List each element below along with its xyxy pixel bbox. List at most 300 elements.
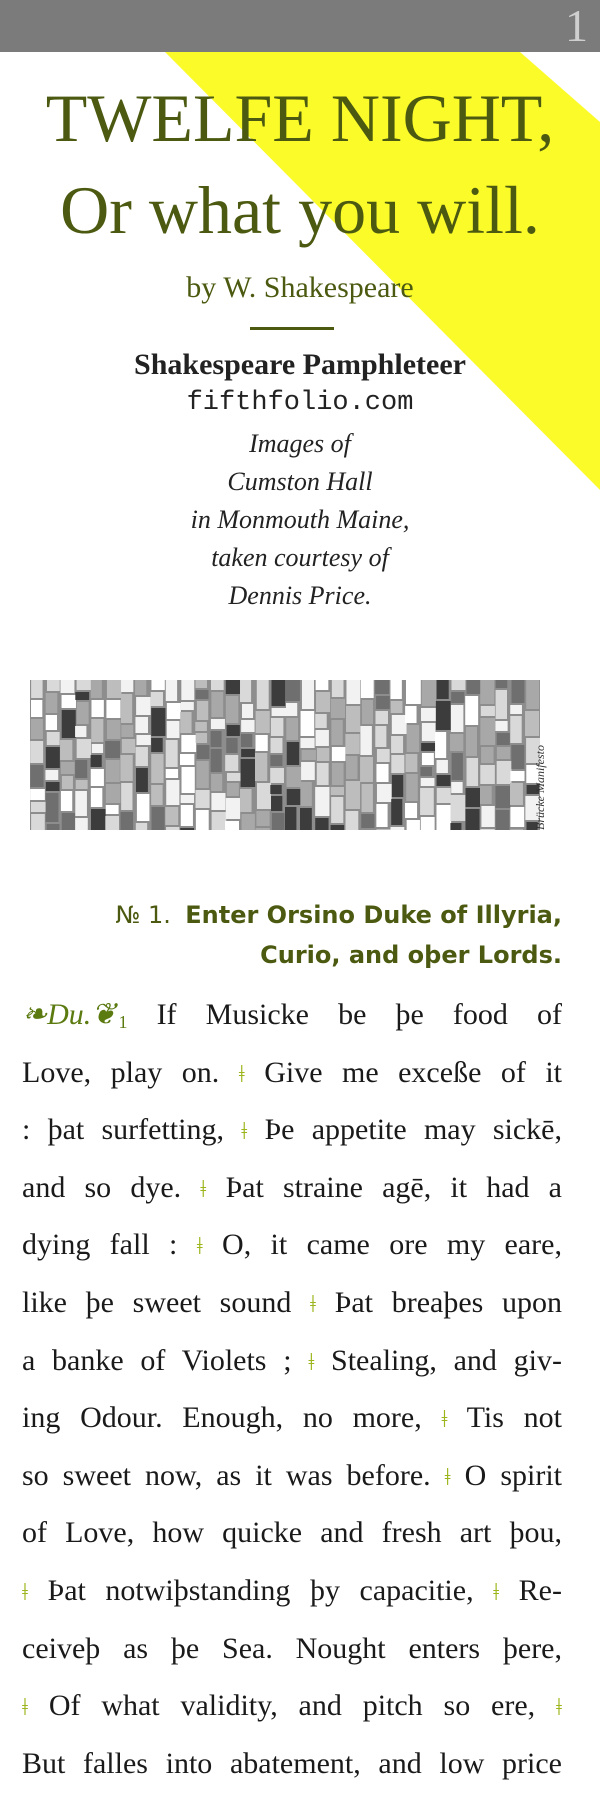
- verse-line: and so dye. ǂ Þat straine agē, it had a: [22, 1170, 562, 1204]
- wall-stone: [196, 790, 210, 808]
- wall-stone: [496, 810, 510, 830]
- wall-stone: [47, 824, 60, 830]
- verse-line: ceiveþ as þe Sea. Nought enters þere,: [22, 1631, 562, 1665]
- wall-stone: [481, 747, 493, 763]
- image-credit: Brücke Manifesto: [533, 745, 547, 830]
- wall-stone: [107, 720, 121, 739]
- wall-stone: [480, 718, 495, 745]
- wall-stone: [422, 723, 436, 741]
- wall-stone: [510, 705, 522, 714]
- verse-break-mark: ǂ: [308, 1349, 315, 1376]
- wall-stone: [287, 767, 302, 787]
- wall-stone: [300, 808, 312, 830]
- wall-stone: [60, 740, 72, 760]
- wall-stone: [407, 725, 420, 752]
- wall-stone: [151, 738, 163, 752]
- photo-credits: [0, 425, 600, 615]
- wall-stone: [226, 798, 240, 819]
- verse-line: But falles into abatement, and low price: [22, 1746, 562, 1780]
- wall-stone: [182, 767, 195, 793]
- wall-stone: [197, 745, 210, 759]
- wall-stone: [480, 765, 495, 784]
- wall-stone: [510, 771, 524, 781]
- wall-stone: [286, 703, 297, 716]
- wall-stone: [467, 680, 481, 694]
- verse-line: ǂ Þat notwiþstanding þy capacitie, ǂ Re-: [22, 1573, 562, 1607]
- verse-break-mark: ǂ: [238, 1061, 245, 1088]
- wall-stone: [450, 823, 461, 830]
- wall-stone: [315, 818, 328, 830]
- credit-line: taken courtesy of: [211, 543, 389, 572]
- wall-stone: [317, 748, 329, 761]
- wall-stone: [30, 741, 43, 763]
- wall-stone: [346, 756, 357, 779]
- wall-stone: [227, 725, 240, 736]
- wall-stone: [136, 768, 148, 792]
- scene-heading: [42, 895, 562, 975]
- scene-heading-text: Enter Orsino Duke of Illyria,: [185, 901, 562, 929]
- wall-stone: [375, 726, 386, 747]
- verse-break-mark: ǂ: [310, 1291, 316, 1318]
- wall-stone: [30, 765, 43, 787]
- wall-stone: [225, 821, 239, 830]
- wall-stone: [137, 794, 150, 821]
- wall-stone: [497, 747, 510, 759]
- wall-stone: [151, 692, 163, 706]
- wall-stone: [75, 760, 87, 778]
- wall-stone: [255, 735, 267, 751]
- wall-stone: [47, 680, 60, 691]
- wall-stone: [75, 692, 89, 700]
- wall-stone: [510, 716, 521, 743]
- wall-stone: [512, 680, 525, 703]
- wall-stone: [272, 813, 285, 830]
- wall-stone: [241, 734, 252, 747]
- wall-stone: [61, 762, 75, 774]
- wall-stone: [405, 754, 417, 772]
- wall-stone: [271, 680, 285, 706]
- wall-stone: [121, 694, 132, 723]
- wall-stone: [61, 791, 72, 811]
- wall-stone: [391, 701, 403, 713]
- verse-line: ǂ Of what validity, and pitch so ere, ǂ: [22, 1689, 562, 1723]
- wall-stone: [270, 785, 281, 794]
- wall-stone: [406, 680, 421, 704]
- byline: by W. Shakespeare: [186, 271, 414, 304]
- wall-stone: [227, 773, 240, 781]
- wall-stone: [270, 755, 282, 766]
- wall-stone: [31, 814, 45, 830]
- wall-stone: [466, 788, 481, 807]
- wall-stone: [256, 711, 270, 733]
- wall-stone: [332, 763, 344, 785]
- wall-stone: [286, 718, 298, 740]
- credit-line: Cumston Hall: [227, 467, 373, 496]
- verse-line: a banke of Violets ; ǂ Stealing, and giv-: [22, 1343, 562, 1377]
- wall-stone: [136, 697, 151, 715]
- wall-stone: [167, 721, 180, 738]
- wall-stone: [151, 785, 162, 805]
- wall-stone: [197, 701, 208, 720]
- wall-stone: [196, 810, 209, 830]
- wall-stone: [226, 696, 239, 723]
- wall-stone: [75, 818, 88, 830]
- wall-stone: [421, 817, 435, 830]
- wall-stone: [75, 791, 87, 816]
- wall-stone: [75, 726, 86, 737]
- wall-stone: [211, 793, 225, 810]
- verse-break-mark: ǂ: [556, 1695, 562, 1722]
- wall-stone: [45, 770, 58, 780]
- credit-line: Dennis Price.: [228, 581, 372, 610]
- wall-stone: [301, 711, 315, 736]
- wall-stone: [91, 809, 106, 830]
- wall-stone: [287, 789, 301, 805]
- wall-stone: [227, 783, 239, 796]
- wall-stone: [91, 680, 102, 698]
- wall-stone: [406, 774, 418, 801]
- wall-stone: [121, 725, 133, 737]
- wall-stone: [362, 700, 373, 724]
- wall-stone: [31, 802, 46, 812]
- wall-stone: [437, 775, 451, 786]
- wall-stone: [287, 742, 299, 765]
- wall-stone: [510, 829, 523, 830]
- wall-stone: [300, 782, 312, 806]
- wall-stone: [332, 680, 344, 697]
- publisher-site-link[interactable]: fifthfolio.com: [186, 388, 414, 418]
- wall-stone: [331, 787, 344, 795]
- wall-stone: [497, 761, 512, 784]
- wall-stone: [480, 680, 494, 704]
- wall-stone: [121, 680, 133, 692]
- verse-line: ing Odour. Enough, no more, ǂ Tis not: [22, 1401, 562, 1435]
- wall-stone: [77, 739, 91, 758]
- verse-line: dying fall : ǂ O, it came ore my eare,: [22, 1228, 562, 1262]
- wall-stone: [181, 735, 196, 752]
- wall-stone: [361, 814, 374, 828]
- wall-stone: [452, 753, 463, 780]
- page-number: 1: [565, 0, 588, 51]
- wall-stone: [481, 706, 495, 716]
- wall-stone: [317, 763, 329, 785]
- wall-stone: [421, 743, 435, 751]
- scene-number: № 1.: [115, 901, 171, 929]
- verse-break-mark: ǂ: [22, 1579, 28, 1606]
- wall-stone: [405, 706, 416, 723]
- wall-stone: [180, 712, 191, 733]
- verse-line: ❧Du.❦ $_1$ If Musicke be þe food of: [22, 998, 562, 1032]
- wall-stone: [107, 680, 122, 698]
- wall-stone: [166, 780, 179, 805]
- wall-stone: [437, 680, 449, 699]
- wall-stone: [151, 807, 164, 830]
- wall-stone: [91, 700, 103, 717]
- title-line-1: TWELFE NIGHT,: [45, 80, 555, 156]
- wall-stone: [345, 734, 359, 754]
- wall-stone: [437, 760, 448, 773]
- wall-stone: [211, 692, 223, 717]
- wall-stone: [465, 809, 479, 830]
- wall-stone: [255, 753, 267, 781]
- wall-stone: [211, 774, 222, 791]
- wall-stone: [271, 796, 282, 811]
- wall-stone: [375, 680, 389, 694]
- wall-stone: [46, 782, 60, 791]
- wall-stone: [46, 793, 59, 822]
- wall-stone: [450, 795, 465, 821]
- wall-stone: [391, 755, 404, 773]
- title-line-2: Or what you will.: [60, 172, 540, 248]
- wall-stone: [166, 827, 179, 830]
- wall-stone: [377, 749, 390, 762]
- wall-stone: [510, 807, 524, 827]
- wall-stone: [91, 719, 103, 742]
- wall-stone: [301, 762, 315, 780]
- wall-stone: [196, 690, 209, 699]
- wall-stone: [376, 764, 388, 782]
- verse-line: Love, play on. ǂ Give me exceße of it: [22, 1055, 562, 1089]
- wall-stone: [435, 732, 446, 758]
- wall-stone: [151, 754, 163, 783]
- publisher-name: Shakespeare Pamphleteer: [134, 348, 466, 381]
- wall-stone: [467, 758, 479, 786]
- wall-stone: [285, 680, 300, 701]
- wall-stone: [106, 805, 119, 814]
- wall-stone: [212, 812, 227, 830]
- wall-stone: [180, 754, 194, 765]
- wall-stone: [46, 747, 60, 768]
- wall-stone: [181, 680, 194, 700]
- wall-stone: [30, 789, 45, 800]
- wall-stone: [77, 702, 89, 724]
- wall-stone: [346, 706, 360, 732]
- wall-stone: [196, 733, 207, 743]
- wall-stone: [377, 784, 392, 802]
- wall-stone: [271, 738, 283, 753]
- divider: [250, 327, 334, 330]
- wall-stone: [390, 680, 401, 699]
- wall-stone: [450, 734, 463, 751]
- wall-stone: [392, 775, 403, 797]
- wall-stone: [391, 799, 402, 825]
- wall-stone: [422, 753, 434, 765]
- wall-stone: [376, 829, 391, 830]
- wall-stone: [211, 719, 225, 729]
- wall-stone: [256, 811, 269, 826]
- wall-stone: [256, 828, 270, 830]
- wall-stone: [346, 811, 359, 830]
- wall-stone: [480, 829, 494, 830]
- wall-stone: [316, 730, 329, 746]
- wall-stone: [135, 717, 148, 733]
- wall-stone: [361, 680, 374, 698]
- wall-stone: [211, 680, 224, 690]
- wall-stone: [421, 708, 436, 721]
- wall-stone: [480, 786, 492, 804]
- wall-stone: [181, 702, 194, 710]
- verse-line: so sweet now, as it was before. ǂ O spirit: [22, 1458, 563, 1492]
- wall-stone: [241, 720, 254, 732]
- wall-stone: [466, 727, 477, 756]
- speech-block: [22, 986, 562, 1792]
- wall-stone: [451, 692, 464, 703]
- wall-stone: [376, 696, 390, 709]
- wall-stone: [300, 738, 314, 748]
- wall-stone: [166, 769, 178, 778]
- wall-stone: [272, 708, 287, 716]
- wall-stone: [240, 680, 251, 702]
- wall-stone: [497, 733, 510, 745]
- wall-stone: [121, 783, 132, 810]
- wall-stone: [420, 788, 434, 815]
- scene-heading-line-2: Curio, and oþer Lords.: [260, 941, 562, 969]
- wall-stone: [31, 719, 43, 739]
- wall-stone: [151, 708, 165, 736]
- verse-line: like þe sweet sound ǂ Þat breaþes upon: [22, 1285, 562, 1319]
- wall-stone: [211, 731, 222, 747]
- wall-stone: [391, 827, 405, 830]
- wall-stone: [360, 757, 373, 782]
- wall-stone: [135, 680, 146, 695]
- wall-stone: [196, 761, 208, 788]
- wall-stone: [362, 784, 373, 812]
- wall-stone: [271, 718, 284, 736]
- wall-stone: [31, 680, 42, 698]
- wall-stone: [136, 735, 150, 745]
- wall-stone: [46, 715, 57, 730]
- wall-stone: [91, 788, 102, 807]
- wall-stone: [240, 789, 252, 812]
- wall-stone: [451, 705, 463, 732]
- wall-stone: [62, 695, 76, 708]
- speaker-label: ❧Du.❦: [22, 998, 117, 1031]
- wall-stone: [346, 781, 360, 809]
- wall-stone: [495, 721, 507, 731]
- wall-stone: [106, 784, 121, 803]
- wall-stone: [437, 788, 451, 803]
- wall-stone: [242, 814, 255, 830]
- wall-stone: [405, 803, 417, 818]
- wall-stone: [315, 714, 326, 728]
- wall-stone: [495, 786, 510, 808]
- line-number: 1: [118, 1012, 128, 1032]
- wall-stone: [346, 680, 360, 704]
- verse-line: of Love, how quicke and fresh art þou,: [22, 1516, 562, 1550]
- credit-line: Images of: [249, 429, 351, 458]
- verse-break-mark: ǂ: [441, 1407, 448, 1434]
- wall-stone: [257, 680, 269, 709]
- wall-stone: [331, 825, 345, 830]
- wall-stone: [422, 680, 436, 706]
- wall-stone: [285, 807, 296, 830]
- wall-stone: [302, 750, 316, 760]
- wall-stone: [331, 699, 345, 718]
- wall-stone: [316, 692, 330, 712]
- wall-stone: [91, 755, 102, 767]
- wall-stone: [511, 745, 524, 769]
- credit-line: in Monmouth Maine,: [190, 505, 410, 534]
- wall-stone: [375, 711, 387, 724]
- wall-stone: [242, 704, 253, 718]
- wall-stone: [226, 680, 241, 694]
- wall-stone: [392, 715, 407, 734]
- wall-stone: [136, 747, 148, 766]
- verse-break-mark: ǂ: [22, 1695, 28, 1722]
- wall-stone: [420, 767, 432, 776]
- wall-stone: [92, 744, 103, 753]
- wall-stone: [60, 680, 74, 693]
- wall-stone: [436, 701, 451, 730]
- wall-stone: [451, 680, 465, 690]
- wall-stone: [451, 782, 462, 793]
- wall-stone: [391, 736, 403, 753]
- wall-stone: [166, 680, 177, 701]
- wall-stone: [360, 726, 371, 755]
- wall-stone: [62, 813, 75, 830]
- wall-stone: [151, 680, 164, 690]
- wall-stone: [181, 795, 194, 803]
- wall-stone: [120, 755, 132, 781]
- wall-stone: [166, 740, 178, 767]
- wall-stone: [465, 696, 478, 725]
- verse-break-mark: ǂ: [200, 1176, 207, 1203]
- wall-stone: [106, 700, 120, 718]
- verse-break-mark: ǂ: [444, 1464, 451, 1491]
- verse-line: : þat surfetting, ǂ Þe appetite may sickē,: [22, 1113, 562, 1147]
- wall-stone: [316, 680, 329, 690]
- wall-stone: [421, 778, 435, 786]
- wall-stone: [76, 780, 88, 789]
- wall-stone: [106, 760, 120, 782]
- verse-break-mark: ǂ: [493, 1579, 500, 1606]
- wall-stone: [332, 747, 346, 761]
- wall-stone: [407, 820, 420, 830]
- wall-stone: [510, 783, 523, 805]
- wall-stone: [105, 816, 119, 830]
- wall-stone: [376, 804, 387, 827]
- top-bar: [0, 0, 600, 52]
- wall-stone: [270, 768, 284, 783]
- wall-stone: [167, 703, 181, 719]
- wall-stone: [241, 749, 255, 757]
- wall-stone: [180, 828, 194, 830]
- wall-stone: [436, 805, 451, 830]
- wall-stone: [105, 741, 120, 758]
- wall-stone: [136, 823, 147, 830]
- cumston-hall-wall-image: [30, 680, 540, 830]
- wall-stone: [46, 693, 58, 713]
- wall-stone: [165, 807, 178, 825]
- wall-stone: [47, 732, 60, 745]
- wall-stone: [62, 776, 73, 789]
- verse-break-mark: ǂ: [196, 1234, 203, 1261]
- wall-stone: [331, 720, 342, 745]
- wall-stone: [77, 680, 92, 690]
- wall-stone: [226, 738, 237, 753]
- wall-stone: [211, 749, 222, 772]
- wall-stone: [496, 690, 507, 719]
- wall-stone: [91, 769, 104, 786]
- wall-stone: [121, 812, 134, 830]
- wall-stone: [241, 759, 256, 787]
- wall-stone: [481, 806, 494, 827]
- wall-stone: [122, 739, 135, 753]
- scene-heading-line-1: [42, 895, 562, 935]
- wall-stone: [331, 797, 343, 823]
- wall-stone: [225, 755, 238, 771]
- wall-stone: [195, 680, 206, 688]
